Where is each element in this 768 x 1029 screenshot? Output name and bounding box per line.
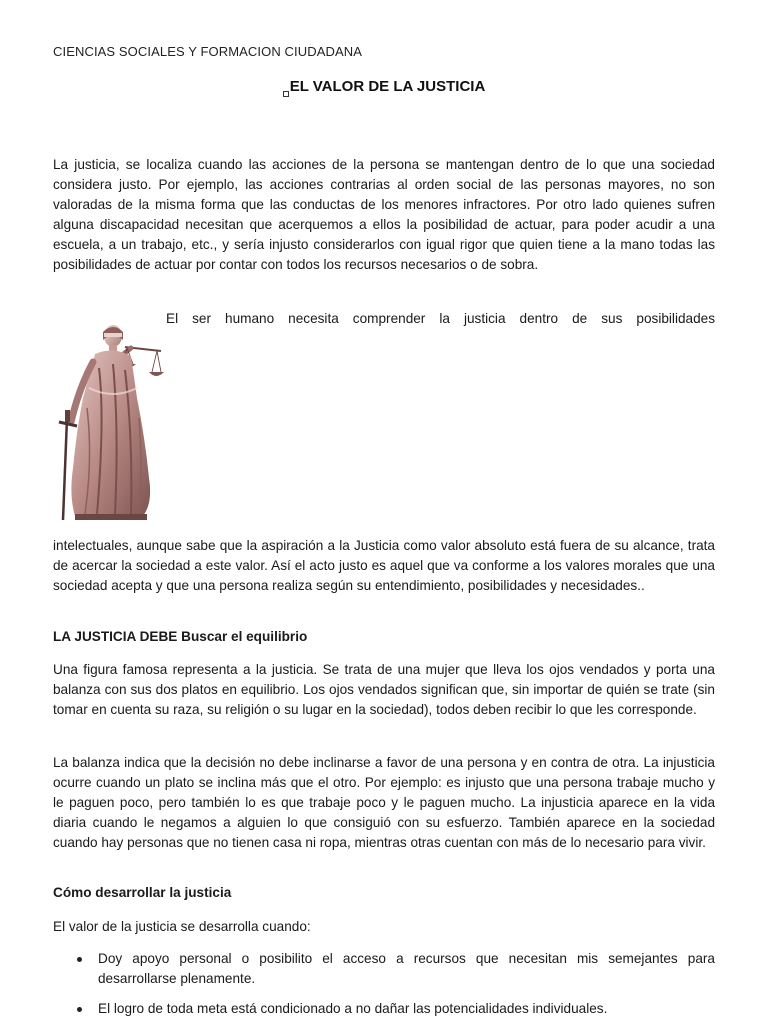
title-text: EL VALOR DE LA JUSTICIA <box>289 78 486 95</box>
section-heading-desarrollar: Cómo desarrollar la justicia <box>53 885 232 900</box>
list-item-text: Doy apoyo personal o posibilito el acceso a recursos que necesitan mis semejantes para desarrollarse plenamente. <box>98 951 715 986</box>
paragraph-statue-intro: El ser humano necesita comprender la justicia dentro de sus posibilidades <box>166 311 715 326</box>
list-item <box>53 949 715 989</box>
bullet-icon <box>77 957 82 962</box>
paragraph-intro: La justicia, se localiza cuando las acciones de la persona se mantengan dentro de lo que una sociedad considera justo. Por ejemplo, las acciones contrarias al orden social de las personas mayores, no son valoradas de la misma forma que las conductas de los menores infractores. Por otro lado quienes sufren alguna discapacidad necesitan que acerquemos a ellos la posibilidad de actuar, para poder acudir a una escuela, a un trabajo, etc., y sería injusto considerarlos con igual rigor que quien tiene a la mano todas las posibilidades de actuar por contar con todos los recursos necesarios o de sobra. <box>53 157 715 272</box>
list-item-text: El logro de toda meta está condicionado a no dañar las potencialidades individuales. <box>98 1001 608 1016</box>
bullet-icon <box>77 1007 82 1012</box>
paragraph-figure: Una figura famosa representa a la justicia. Se trata de una mujer que lleva los ojos vendados y porta una balanza con sus dos platos en equilibrio. Los ojos vendados significan que, sin importar de quién se trate (sin tomar en cuenta su raza, su religión o su lugar en la sociedad), todos deben recibir lo que les corresponde. <box>53 662 715 717</box>
paragraph-balance: La balanza indica que la decisión no debe inclinarse a favor de una persona y en contra de otra. La injusticia ocurre cuando un plato se inclina más que el otro. Por ejemplo: es injusto que una persona trabaje mucho y le paguen poco, pero también lo es que trabaje poco y le paguen mucho. La injusticia aparece en la vida diaria cuando le negamos a alguien lo que consiguió con su esfuerzo. También aparece en la sociedad cuando hay personas que no tienen casa ni ropa, mientras otras cuentan con más de lo necesario para vivir. <box>53 755 715 850</box>
document-header: CIENCIAS SOCIALES Y FORMACION CIUDADANA <box>53 44 362 59</box>
paragraph-develop: El valor de la justicia se desarrolla cuando: <box>53 919 311 934</box>
section-heading-equilibrio: LA JUSTICIA DEBE Buscar el equilibrio <box>53 629 308 644</box>
lady-justice-image <box>53 318 165 522</box>
page-title <box>53 78 715 97</box>
lady-justice-icon <box>53 318 165 522</box>
list-item <box>53 999 715 1019</box>
bullet-list <box>53 949 715 1029</box>
paragraph-aspiration: intelectuales, aunque sabe que la aspiración a la Justicia como valor absoluto está fuera de su alcance, trata de acercar la sociedad a este valor. Así el acto justo es aquel que va conforme a los valores morales que una sociedad acepta y que una persona realiza según su entendimiento, posibilidades y necesidades.. <box>53 538 715 593</box>
anchor-icon <box>283 91 289 97</box>
